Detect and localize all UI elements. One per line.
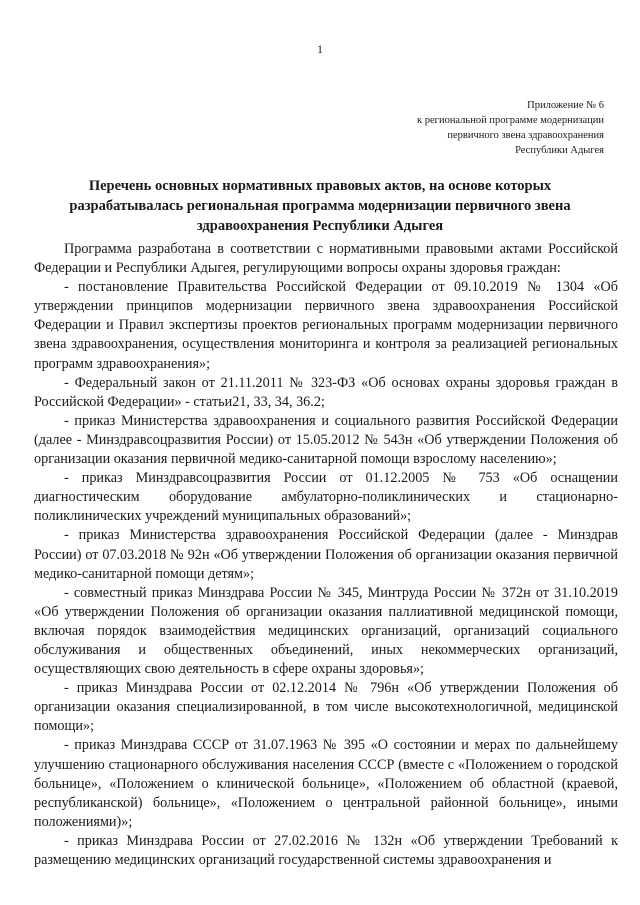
document-title	[60, 176, 580, 236]
appendix-line: Республики Адыгея	[515, 145, 604, 156]
list-item: - приказ Минздравсоцразвития России от 01.12.2005 № 753 «Об оснащении диагностическим оборудование амбулаторно-поликлинических и стационарно-поликлинических учреждений муниципальных образований»;	[34, 470, 618, 525]
list-item: - приказ Министерства здравоохранения и социального развития Российской Федерации (далее - Минздравсоцразвития России) от 15.05.2012 № 543н «Об утверждении Положения об организации оказания первичной медико-санитарной помощи взрослому населению»;	[34, 412, 618, 468]
list-item: - приказ Минздрава СССР от 31.07.1963 № 395 «О состоянии и мерах по дальнейшему улучшению стационарного обслуживания населения СССР (вместе с «Положением о городской больнице», «Положением о клинической больнице», «Положением об областной (краевой, республиканской) больнице», «Положением о центральной районной больнице», иными положениями)»;	[34, 737, 618, 830]
list-item: - постановление Правительства Российской Федерации от 09.10.2019 № 1304 «Об утверждении принципов модернизации первичного звена здравоохранения Российской Федерации и Правил экспертизы проектов региональных программ модернизации первичного звена здравоохранения, осуществления мониторинга и контроля за реализацией региональных программ здравоохранения»;	[34, 279, 618, 372]
document-body	[34, 240, 618, 870]
list-item: - Федеральный закон от 21.11.2011 № 323-ФЗ «Об основах охраны здоровья граждан в Российской Федерации» - статьи21, 33, 34, 36.2;	[34, 374, 618, 410]
list-item: - приказ Минздрава России от 02.12.2014 № 796н «Об утверждении Положения об организации оказания специализированной, в том числе высокотехнологичной, медицинской помощи»;	[34, 680, 618, 735]
title-line: Перечень основных нормативных правовых актов, на основе которых	[88, 178, 552, 194]
appendix-line: к региональной программе модернизации	[417, 115, 604, 126]
intro-paragraph: Программа разработана в соответствии с нормативными правовыми актами Российской Федерации и Республики Адыгея, регулирующими вопросы охраны здоровья граждан:	[34, 241, 618, 277]
page-number: 1	[317, 42, 323, 56]
title-line: здравоохранения Республики Адыгея	[196, 218, 444, 234]
list-item: - совместный приказ Минздрава России № 345, Минтруда России № 372н от 31.10.2019 «Об утверждении Положения об организации оказания паллиативной медицинской помощи, включая порядок взаимодействия медицинских организаций, организаций социального обслуживания и общественных объединений, иных некоммерческих организаций, осуществляющих свою деятельность в сфере охраны здоровья»;	[34, 584, 618, 678]
title-line: разрабатывалась региональная программа модернизации первичного звена	[69, 198, 571, 214]
list-item: - приказ Минздрава России от 27.02.2016 № 132н «Об утверждении Требований к размещению медицинских организаций государственной системы здравоохранения и	[34, 832, 618, 868]
appendix-line: первичного звена здравоохранения	[447, 130, 604, 141]
appendix-line: Приложение № 6	[527, 100, 604, 111]
list-item: - приказ Министерства здравоохранения Российской Федерации (далее - Минздрав России) от 07.03.2018 № 92н «Об утверждении Положения об организации оказания первичной медико-санитарной помощи детям»;	[34, 527, 618, 582]
appendix-reference	[417, 98, 604, 158]
